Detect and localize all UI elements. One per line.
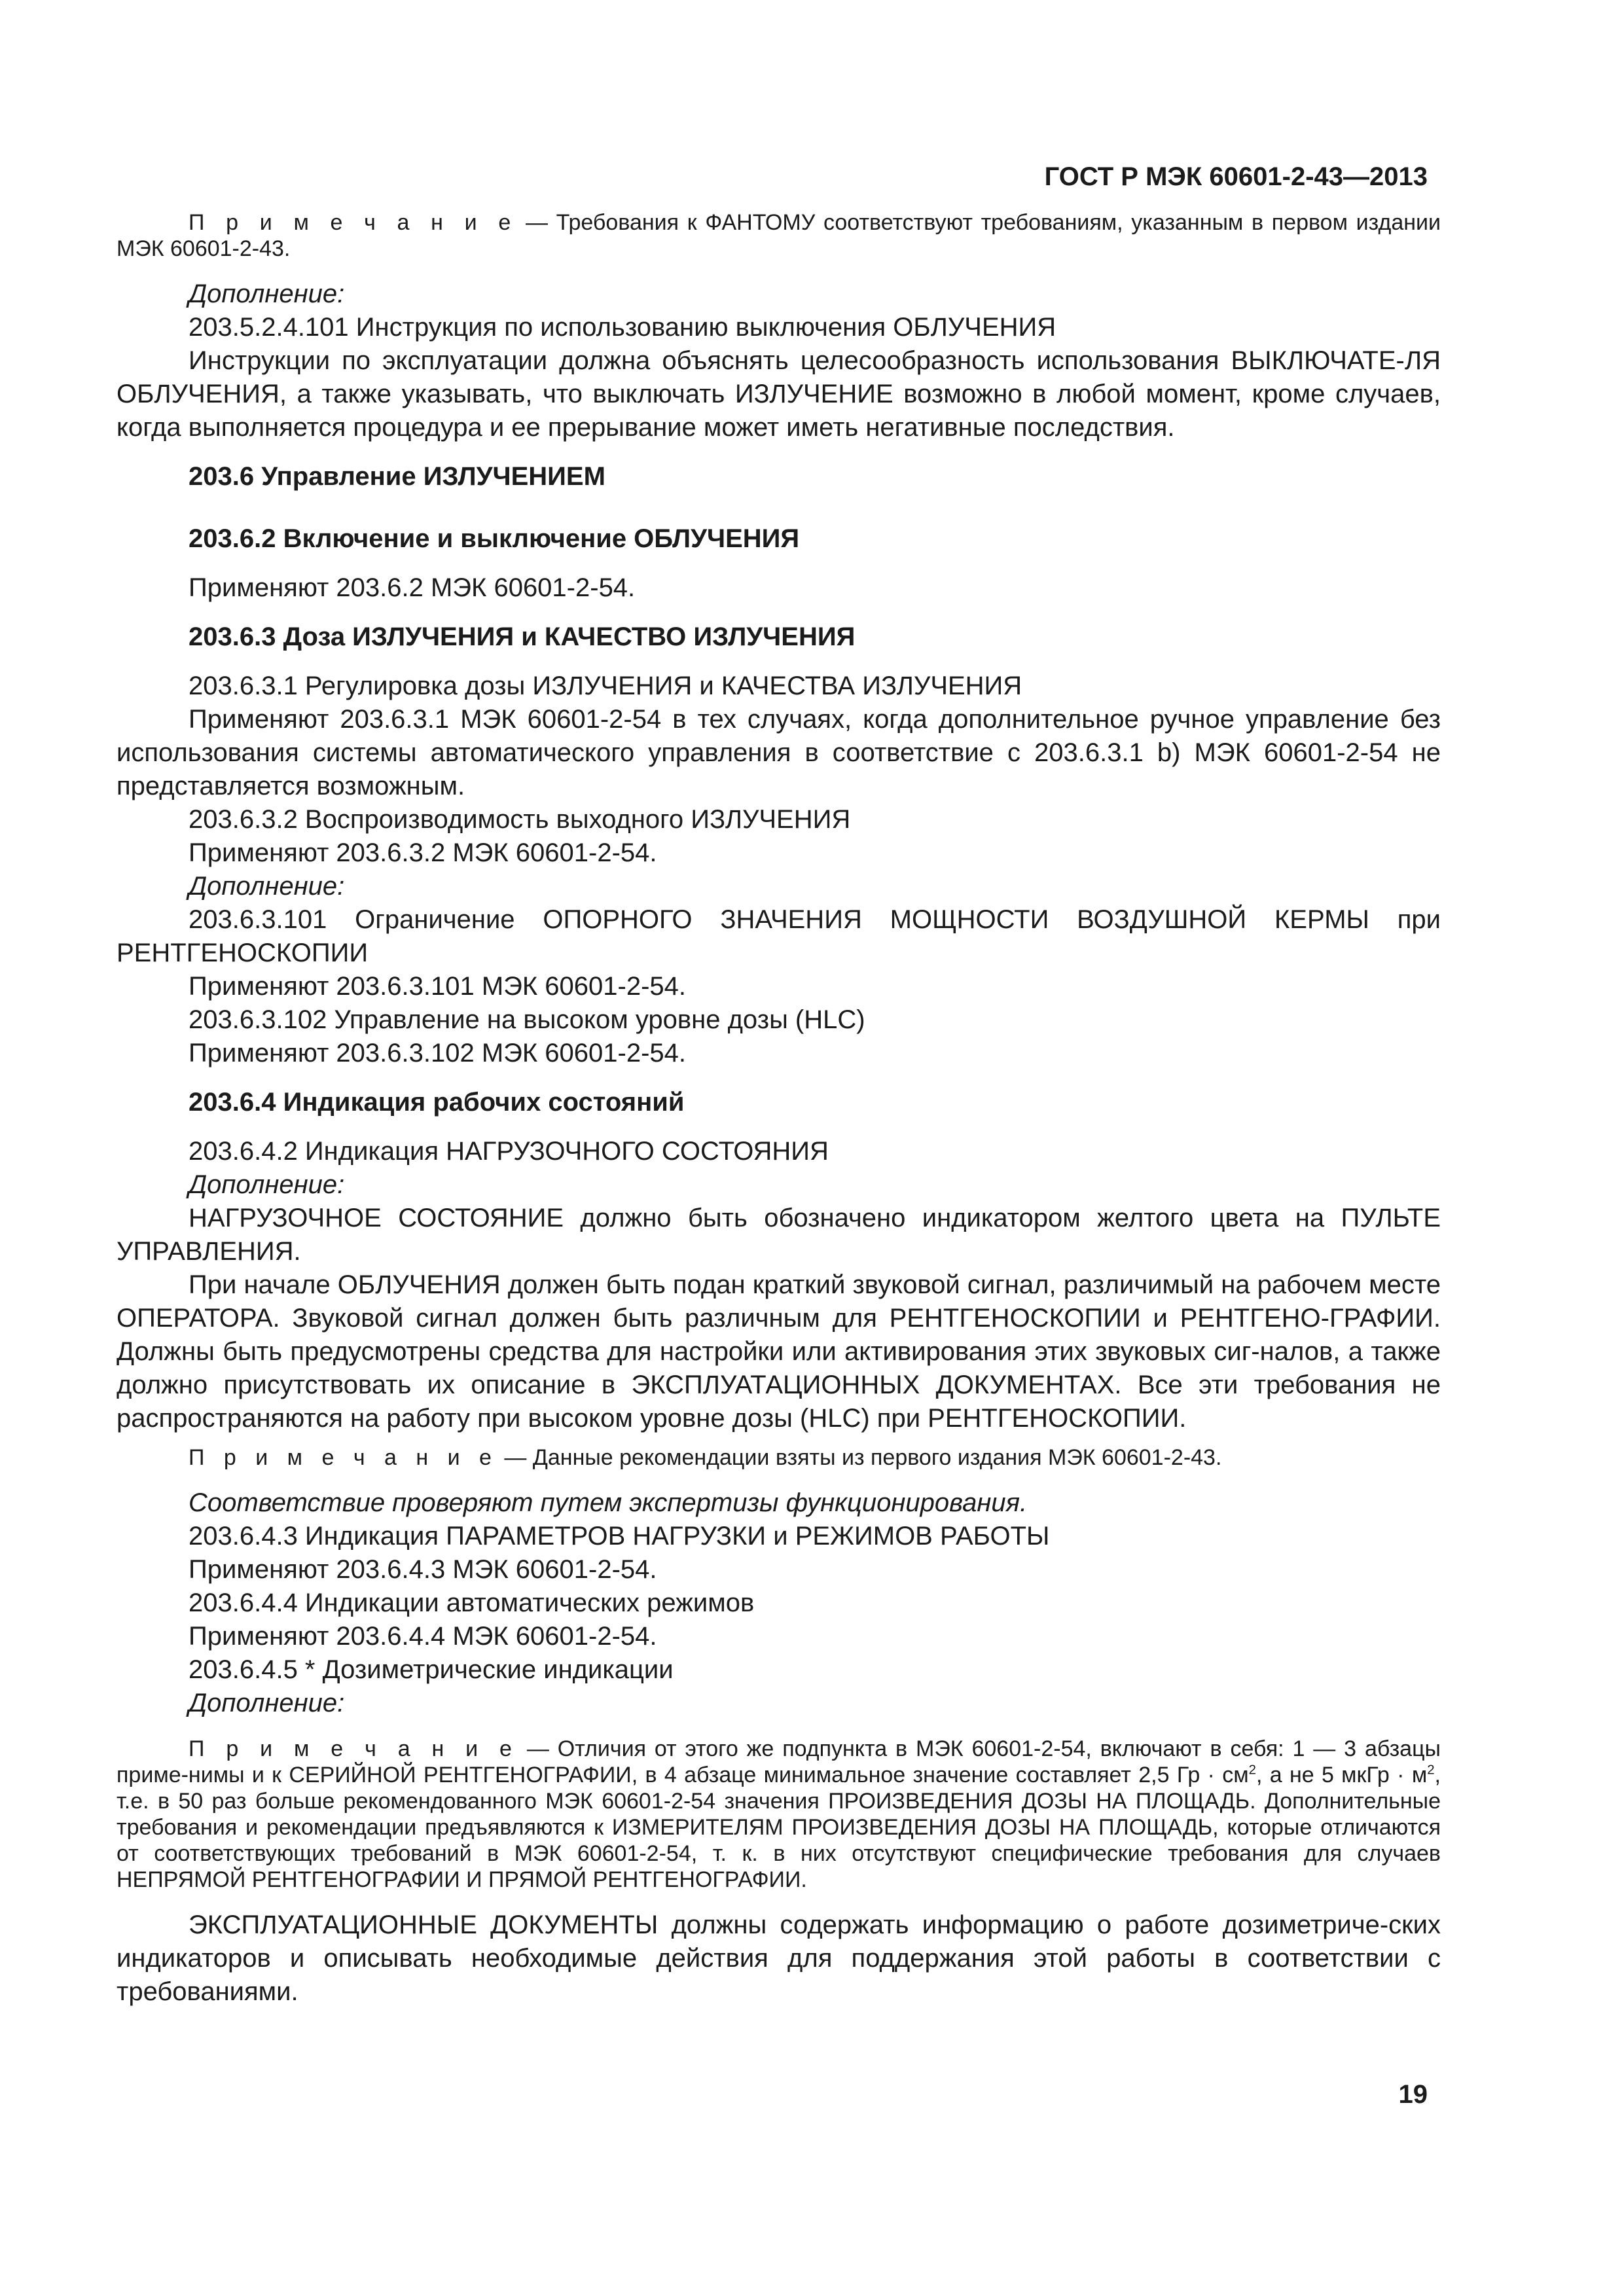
clause-203-6-3-2: 203.6.3.2 Воспроизводимость выходного ИЗЛУЧЕНИЯ [189,805,851,834]
superscript: 2 [1427,1763,1435,1778]
apply-203-6-2: Применяют 203.6.2 МЭК 60601-2-54. [189,573,636,602]
document-body [117,209,1441,2009]
apply-203-6-3-102: Применяют 203.6.3.102 МЭК 60601-2-54. [189,1039,687,1067]
clause-203-6-3-1: 203.6.3.1 Регулировка дозы ИЗЛУЧЕНИЯ и КАЧЕСТВА ИЗЛУЧЕНИЯ [189,672,1022,700]
instructions-paragraph: Инструкции по эксплуатации должна объяснять целесообразность использования ВЫКЛЮЧАТЕ-ЛЯ ОБЛУЧЕНИЯ, а также указывать, что выключать ИЗЛУЧЕНИЕ возможно в любой момент, кроме случаев, когда выполняется процедура и ее прерывание может иметь негативные последствия. [117,346,1441,442]
note-label: П р и м е ч а н и е [189,1736,518,1761]
note-text-part1: — Отличия от этого же подпункта в МЭК 60601-2-54, включают в себя: 1 — 3 абзацы приме-нимы и к СЕРИЙНОЙ РЕНТГЕНОГРАФИИ, в 4 абзаце минимальное значение составляет 2,5 Гр · см [117,1736,1441,1787]
apply-203-6-3-2: Применяют 203.6.3.2 МЭК 60601-2-54. [189,838,657,867]
apply-203-6-3-101: Применяют 203.6.3.101 МЭК 60601-2-54. [189,972,687,1001]
clause-203-6-4-4: 203.6.4.4 Индикации автоматических режимов [189,1588,755,1617]
addition-label: Дополнение: [189,1689,345,1717]
apply-203-6-3-1: Применяют 203.6.3.1 МЭК 60601-2-54 в тех случаях, когда дополнительное ручное управление без использования системы автоматического управления в соответствие с 203.6.3.1 b) МЭК 60601-2-54 не представляется возможным. [117,705,1441,800]
addition-label: Дополнение: [189,872,345,901]
compliance-statement: Соответствие проверяют путем экспертизы функционирования. [189,1488,1028,1517]
note-text: — Требования к ФАНТОМУ соответствуют требованиям, указанным в первом издании МЭК 60601-2-43. [117,210,1441,261]
heading-203-6: 203.6 Управление ИЗЛУЧЕНИЕМ [189,462,605,491]
addition-label: Дополнение: [189,1170,345,1199]
note-differences [117,1736,1441,1893]
clause-203-6-4-3: 203.6.4.3 Индикация ПАРАМЕТРОВ НАГРУЗКИ и РЕЖИМОВ РАБОТЫ [189,1522,1050,1551]
clause-203-6-4-2: 203.6.4.2 Индикация НАГРУЗОЧНОГО СОСТОЯНИЯ [189,1137,829,1166]
note-text-part3: , т.е. в 50 раз больше рекомендованного МЭК 60601-2-54 значения ПРОИЗВЕДЕНИЯ ДОЗЫ НА ПЛОЩАДЬ. Дополнительные требования и рекомендации предъявляются к ИЗМЕРИТЕЛЯМ ПРОИЗВЕДЕНИЯ ДОЗЫ НА ПЛОЩАДЬ, которые отличаются от соответствующих требований в МЭК 60601-2-54, т. к. в них отсутствуют специфические требования для случаев НЕПРЯМОЙ РЕНТГЕНОГРАФИИ И ПРЯМОЙ РЕНТГЕНОГРАФИИ. [117,1763,1441,1892]
superscript: 2 [1248,1763,1256,1778]
heading-203-6-2: 203.6.2 Включение и выключение ОБЛУЧЕНИЯ [189,524,800,553]
clause-203-6-3-102: 203.6.3.102 Управление на высоком уровне дозы (HLC) [189,1005,865,1034]
beep-paragraph: При начале ОБЛУЧЕНИЯ должен быть подан краткий звуковой сигнал, различимый на рабочем месте ОПЕРАТОРА. Звуковой сигнал должен быть различным для РЕНТГЕНОСКОПИИ и РЕНТГЕНО-ГРАФИИ. Должны быть предусмотрены средства для настройки или активирования этих звуковых сиг-налов, а также должно присутствовать их описание в ЭКСПЛУАТАЦИОННЫХ ДОКУМЕНТАХ. Все эти требования не распространяются на работу при высоком уровне дозы (HLC) при РЕНТГЕНОСКОПИИ. [117,1270,1441,1433]
note-phantom [117,209,1441,262]
addition-label: Дополнение: [189,279,345,308]
apply-203-6-4-4: Применяют 203.6.4.4 МЭК 60601-2-54. [189,1622,657,1651]
note-recommendations [117,1444,1441,1471]
heading-203-6-3: 203.6.3 Доза ИЗЛУЧЕНИЯ и КАЧЕСТВО ИЗЛУЧЕНИЯ [189,622,856,651]
apply-203-6-4-3: Применяют 203.6.4.3 МЭК 60601-2-54. [189,1555,657,1584]
clause-203-5-2-4-101: 203.5.2.4.101 Инструкция по использованию выключения ОБЛУЧЕНИЯ [189,313,1056,342]
note-text: — Данные рекомендации взяты из первого издания МЭК 60601-2-43. [504,1445,1222,1470]
page-number: 19 [1398,2080,1428,2109]
clause-203-6-4-5: 203.6.4.5 * Дозиметрические индикации [189,1655,674,1684]
final-paragraph: ЭКСПЛУАТАЦИОННЫЕ ДОКУМЕНТЫ должны содержать информацию о работе дозиметриче-ских индикаторов и описывать необходимые действия для поддержания этой работы в соответствии с требованиями. [117,1910,1441,2006]
note-label: П р и м е ч а н и е [189,1445,498,1470]
note-text-part2: , а не 5 мкГр · м [1255,1763,1428,1787]
heading-203-6-4: 203.6.4 Индикация рабочих состояний [189,1088,685,1117]
clause-203-6-3-101: 203.6.3.101 Ограничение ОПОРНОГО ЗНАЧЕНИЯ МОЩНОСТИ ВОЗДУШНОЙ КЕРМЫ при РЕНТГЕНОСКОПИИ [117,905,1441,967]
document-header: ГОСТ Р МЭК 60601-2-43—2013 [1044,162,1428,191]
note-label: П р и м е ч а н и е [189,210,518,235]
load-state-paragraph: НАГРУЗОЧНОЕ СОСТОЯНИЕ должно быть обозначено индикатором желтого цвета на ПУЛЬТЕ УПРАВЛЕНИЯ. [117,1204,1441,1266]
